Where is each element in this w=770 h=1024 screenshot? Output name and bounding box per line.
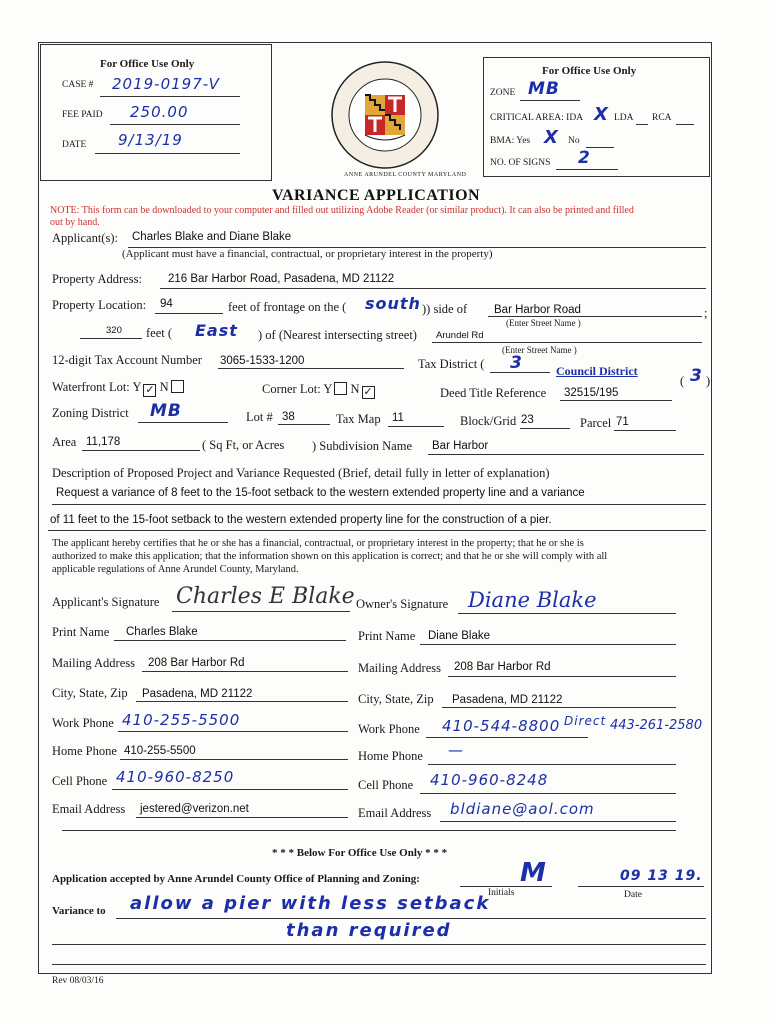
side-text: )) side of	[422, 302, 468, 316]
home-value-left: 410-255-5500	[124, 745, 196, 757]
corner-label: Corner Lot: Y N ✓	[262, 382, 373, 398]
lot-value: 38	[282, 411, 295, 423]
zoning-label: Zoning District	[52, 406, 129, 420]
description-line-1: Request a variance of 8 feet to the 15-foot setback to the western extended property line and a variance	[56, 487, 585, 499]
home-label-left: Home Phone	[52, 744, 117, 758]
city-value-right: Pasadena, MD 21122	[452, 694, 563, 706]
council-close: )	[706, 374, 711, 388]
lot-label: Lot #	[246, 410, 273, 424]
initials-label: Initials	[488, 888, 515, 898]
waterfront-label: Waterfront Lot: Y ✓ N	[52, 380, 184, 397]
signs-value: 2	[578, 148, 591, 168]
street-value: Bar Harbor Road	[494, 304, 581, 316]
applicant-sig-label: Applicant's Signature	[52, 595, 160, 609]
applicant-label: Applicant(s):	[52, 231, 118, 245]
applicant-value: Charles Blake and Diane Blake	[132, 231, 292, 243]
form-border	[38, 42, 712, 974]
area-label: Area	[52, 435, 77, 449]
description-line-2: of 11 feet to the 15-foot setback to the western extended property line for the construction of a pier.	[50, 514, 552, 526]
cell-label-left: Cell Phone	[52, 774, 108, 788]
parcel-label: Parcel	[580, 416, 612, 430]
rca-label: RCA	[652, 113, 672, 123]
bma-label: BMA: Yes	[490, 136, 531, 146]
applicant-signature: Charles E Blake	[176, 584, 355, 609]
variance-label: Variance to	[52, 905, 106, 917]
city-label-right: City, State, Zip	[358, 692, 434, 706]
certify-line-1: The applicant hereby certifies that he or she has a financial, contractual, or proprietary interest in the property; that he or she is	[52, 538, 584, 549]
council-open: (	[680, 374, 685, 388]
tax-acct-label: 12-digit Tax Account Number	[52, 353, 202, 367]
zone-label: ZONE	[490, 88, 516, 98]
cell-label-right: Cell Phone	[358, 778, 414, 792]
critical-mark: X	[594, 104, 609, 125]
block-label: Block/Grid	[460, 414, 517, 428]
description-label: Description of Proposed Project and Variance Requested (Brief, detail fully in letter of explanation)	[52, 466, 550, 480]
council-label: Council District	[556, 364, 638, 378]
frontage-value: 94	[160, 298, 173, 310]
location-label: Property Location:	[52, 298, 147, 312]
side-value: south	[365, 294, 421, 313]
intersect-value: Arundel Rd	[436, 330, 484, 341]
county-seal-icon	[330, 60, 440, 170]
bma-no: No	[568, 136, 580, 146]
parcel-value: 71	[616, 416, 629, 428]
area-unit: ( Sq Ft, or Acres	[202, 438, 285, 452]
note-line-1: NOTE: This form can be downloaded to your computer and filled out utilizing Adobe Reader (or similar product). It can also be printed and filled	[50, 205, 634, 216]
waterfront-no-checkbox[interactable]	[171, 380, 184, 393]
variance-line-2: than required	[286, 920, 452, 941]
office-right-header: For Office Use Only	[542, 65, 637, 77]
cell-value-left: 410-960-8250	[116, 768, 235, 786]
waterfront-yes-checkbox[interactable]: ✓	[145, 384, 155, 396]
feet2-text: feet (	[146, 326, 173, 340]
print-name-label-right: Print Name	[358, 629, 416, 643]
mail-label-left: Mailing Address	[52, 656, 135, 670]
taxmap-label: Tax Map	[336, 412, 381, 426]
frontage-text: feet of frontage on the (	[228, 300, 347, 314]
accepted-label: Application accepted by Anne Arundel County Office of Planning and Zoning:	[52, 873, 420, 885]
tax-acct-value: 3065-1533-1200	[220, 355, 305, 367]
date-value-bottom: 09 13 19.	[620, 868, 703, 884]
case-value: 2019-0197-V	[112, 75, 220, 93]
variance-line-1: allow a pier with less setback	[130, 893, 491, 914]
email-value-right: bldiane@aol.com	[450, 800, 595, 818]
taxmap-value: 11	[392, 412, 404, 424]
direction-value: East	[195, 321, 238, 340]
corner-no-checkbox[interactable]: ✓	[363, 386, 373, 398]
note-line-2: out by hand.	[50, 217, 100, 228]
initials-value: M	[520, 858, 547, 888]
work-value-right: 410-544-8800	[442, 717, 561, 735]
tax-district-label: Tax District (	[418, 357, 485, 371]
mail-value-left: 208 Bar Harbor Rd	[148, 657, 245, 669]
revision-label: Rev 08/03/16	[52, 976, 104, 986]
applicant-sub: (Applicant must have a financial, contractual, or proprietary interest in the property)	[122, 248, 493, 260]
fee-label: FEE PAID	[62, 110, 103, 120]
print-name-value-left: Charles Blake	[126, 626, 198, 638]
email-label-right: Email Address	[358, 806, 432, 820]
area-value: 11,178	[86, 436, 121, 448]
corner-yes-checkbox[interactable]	[334, 382, 347, 395]
zone-value: MB	[528, 79, 560, 99]
intersect-sub: (Enter Street Name )	[502, 345, 577, 355]
certify-line-2: authorized to make this application; that the information shown on this application is correct; and that he or she will comply with all	[52, 551, 608, 562]
tax-district-value: 3	[510, 353, 523, 373]
council-value: 3	[690, 366, 703, 386]
city-label-left: City, State, Zip	[52, 686, 128, 700]
deed-value: 32515/195	[564, 387, 619, 399]
owner-sig-label: Owner's Signature	[356, 597, 449, 611]
seal-text: ANNE ARUNDEL COUNTY MARYLAND	[344, 172, 467, 178]
owner-signature: Diane Blake	[468, 588, 597, 612]
direct-value: 443-261-2580	[610, 718, 703, 733]
work-value-left: 410-255-5500	[122, 711, 241, 729]
semicolon: ;	[704, 306, 708, 320]
work-label-left: Work Phone	[52, 716, 114, 730]
zoning-value: MB	[150, 401, 182, 421]
print-name-label-left: Print Name	[52, 625, 110, 639]
certify-line-3: applicable regulations of Anne Arundel County, Maryland.	[52, 564, 299, 575]
address-label: Property Address:	[52, 272, 142, 286]
email-value-left: jestered@verizon.net	[140, 803, 249, 815]
subdivision-label: ) Subdivision Name	[312, 439, 412, 453]
page-title: VARIANCE APPLICATION	[272, 187, 481, 204]
block-value: 23	[521, 414, 534, 426]
date-value: 9/13/19	[118, 131, 183, 149]
email-label-left: Email Address	[52, 802, 126, 816]
mail-value-right: 208 Bar Harbor Rd	[454, 661, 551, 673]
address-value: 216 Bar Harbor Road, Pasadena, MD 21122	[168, 273, 395, 285]
office-left-header: For Office Use Only	[100, 58, 195, 70]
fee-value: 250.00	[130, 103, 189, 121]
intersect-text: ) of (Nearest intersecting street)	[258, 328, 417, 342]
direct-label: Direct	[564, 714, 607, 728]
subdivision-value: Bar Harbor	[432, 440, 489, 452]
critical-label: CRITICAL AREA: IDA	[490, 113, 584, 123]
mail-label-right: Mailing Address	[358, 661, 441, 675]
signs-label: NO. OF SIGNS	[490, 158, 551, 168]
lda-label: LDA	[614, 113, 634, 123]
date-label-bottom: Date	[624, 890, 642, 900]
date-label: DATE	[62, 140, 87, 150]
city-value-left: Pasadena, MD 21122	[142, 688, 253, 700]
feet2-value: 320	[106, 325, 122, 336]
case-label: CASE #	[62, 80, 94, 90]
work-label-right: Work Phone	[358, 722, 420, 736]
print-name-value-right: Diane Blake	[428, 630, 491, 642]
deed-label: Deed Title Reference	[440, 386, 547, 400]
home-value-right: —	[448, 741, 464, 759]
street-sub: (Enter Street Name )	[506, 318, 581, 328]
office-bottom-header: * * * Below For Office Use Only * * *	[272, 847, 448, 859]
bma-mark: X	[544, 127, 559, 148]
cell-value-right: 410-960-8248	[430, 771, 549, 789]
home-label-right: Home Phone	[358, 749, 423, 763]
